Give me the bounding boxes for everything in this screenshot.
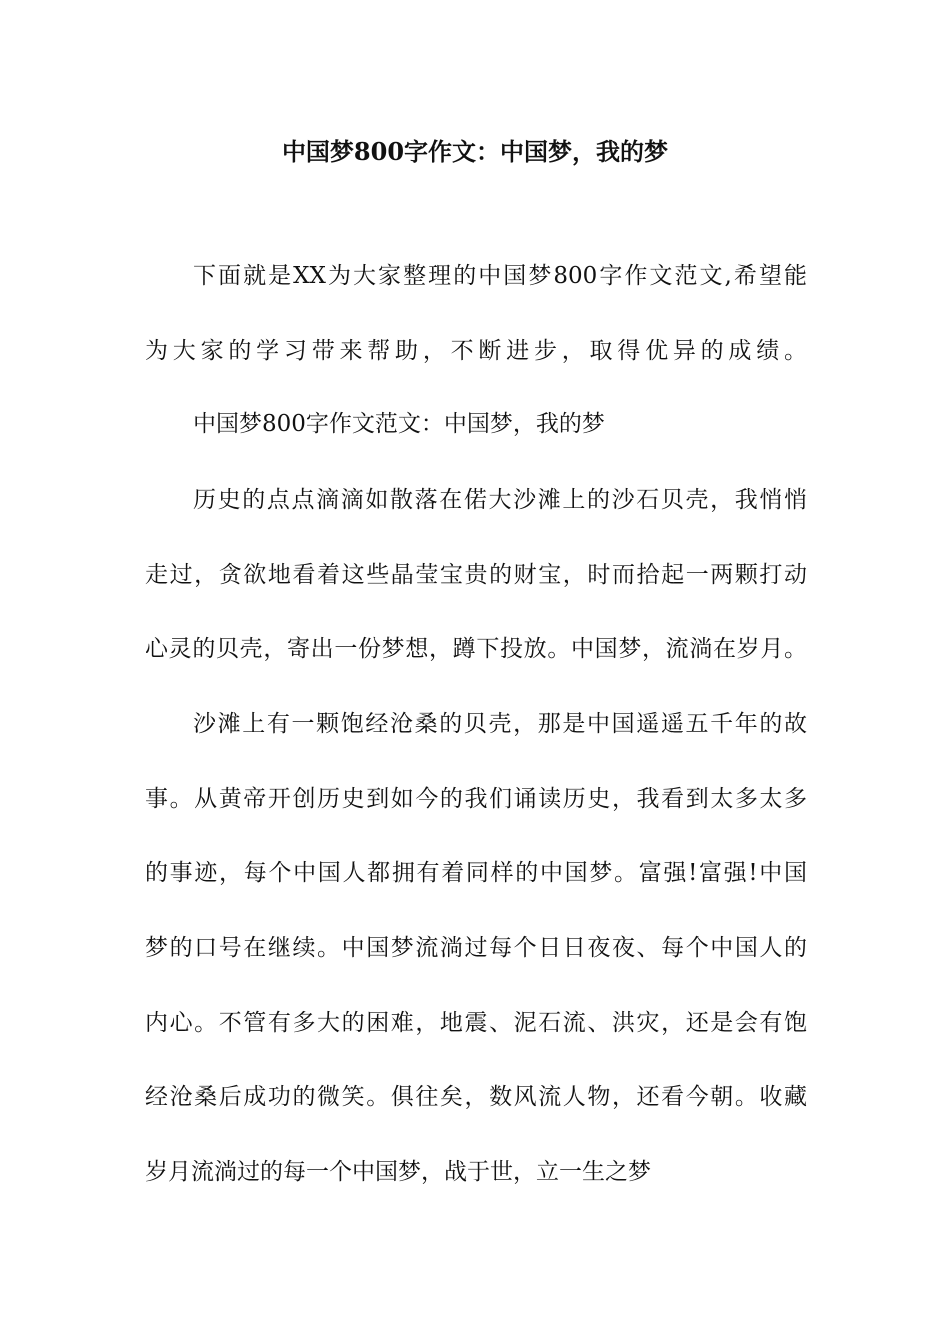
body-line-3: 中国梦800字作文范文：中国梦，我的梦 [193,411,605,437]
body-line-2: 为大家的学习带来帮助，不断进步，取得优异的成绩。 [145,338,807,364]
body-line-11: 内心。不管有多大的困难，地震、泥石流、洪灾，还是会有饱 [145,1010,807,1036]
body-line-9: 的事迹，每个中国人都拥有着同样的中国梦。富强!富强!中国 [145,860,807,886]
body-line-6: 心灵的贝壳，寄出一份梦想，蹲下投放。中国梦，流淌在岁月。 [145,636,807,662]
body-line-10: 梦的口号在继续。中国梦流淌过每个日日夜夜、每个中国人的 [145,935,807,961]
body-line-4: 历史的点点滴滴如散落在偌大沙滩上的沙石贝壳，我悄悄 [193,487,807,513]
body-line-7: 沙滩上有一颗饱经沧桑的贝壳，那是中国遥遥五千年的故 [193,711,807,737]
body-line-8: 事。从黄帝开创历史到如今的我们诵读历史，我看到太多太多 [145,786,807,812]
body-line-12: 经沧桑后成功的微笑。俱往矣，数风流人物，还看今朝。收藏 [145,1084,807,1110]
document-title: 中国梦800字作文：中国梦，我的梦 [281,137,669,166]
body-line-1: 下面就是XX为大家整理的中国梦800字作文范文,希望能 [193,263,807,289]
body-line-13: 岁月流淌过的每一个中国梦，战于世，立一生之梦 [145,1159,651,1185]
body-line-5: 走过，贪欲地看着这些晶莹宝贵的财宝，时而拾起一两颗打动 [145,562,807,588]
